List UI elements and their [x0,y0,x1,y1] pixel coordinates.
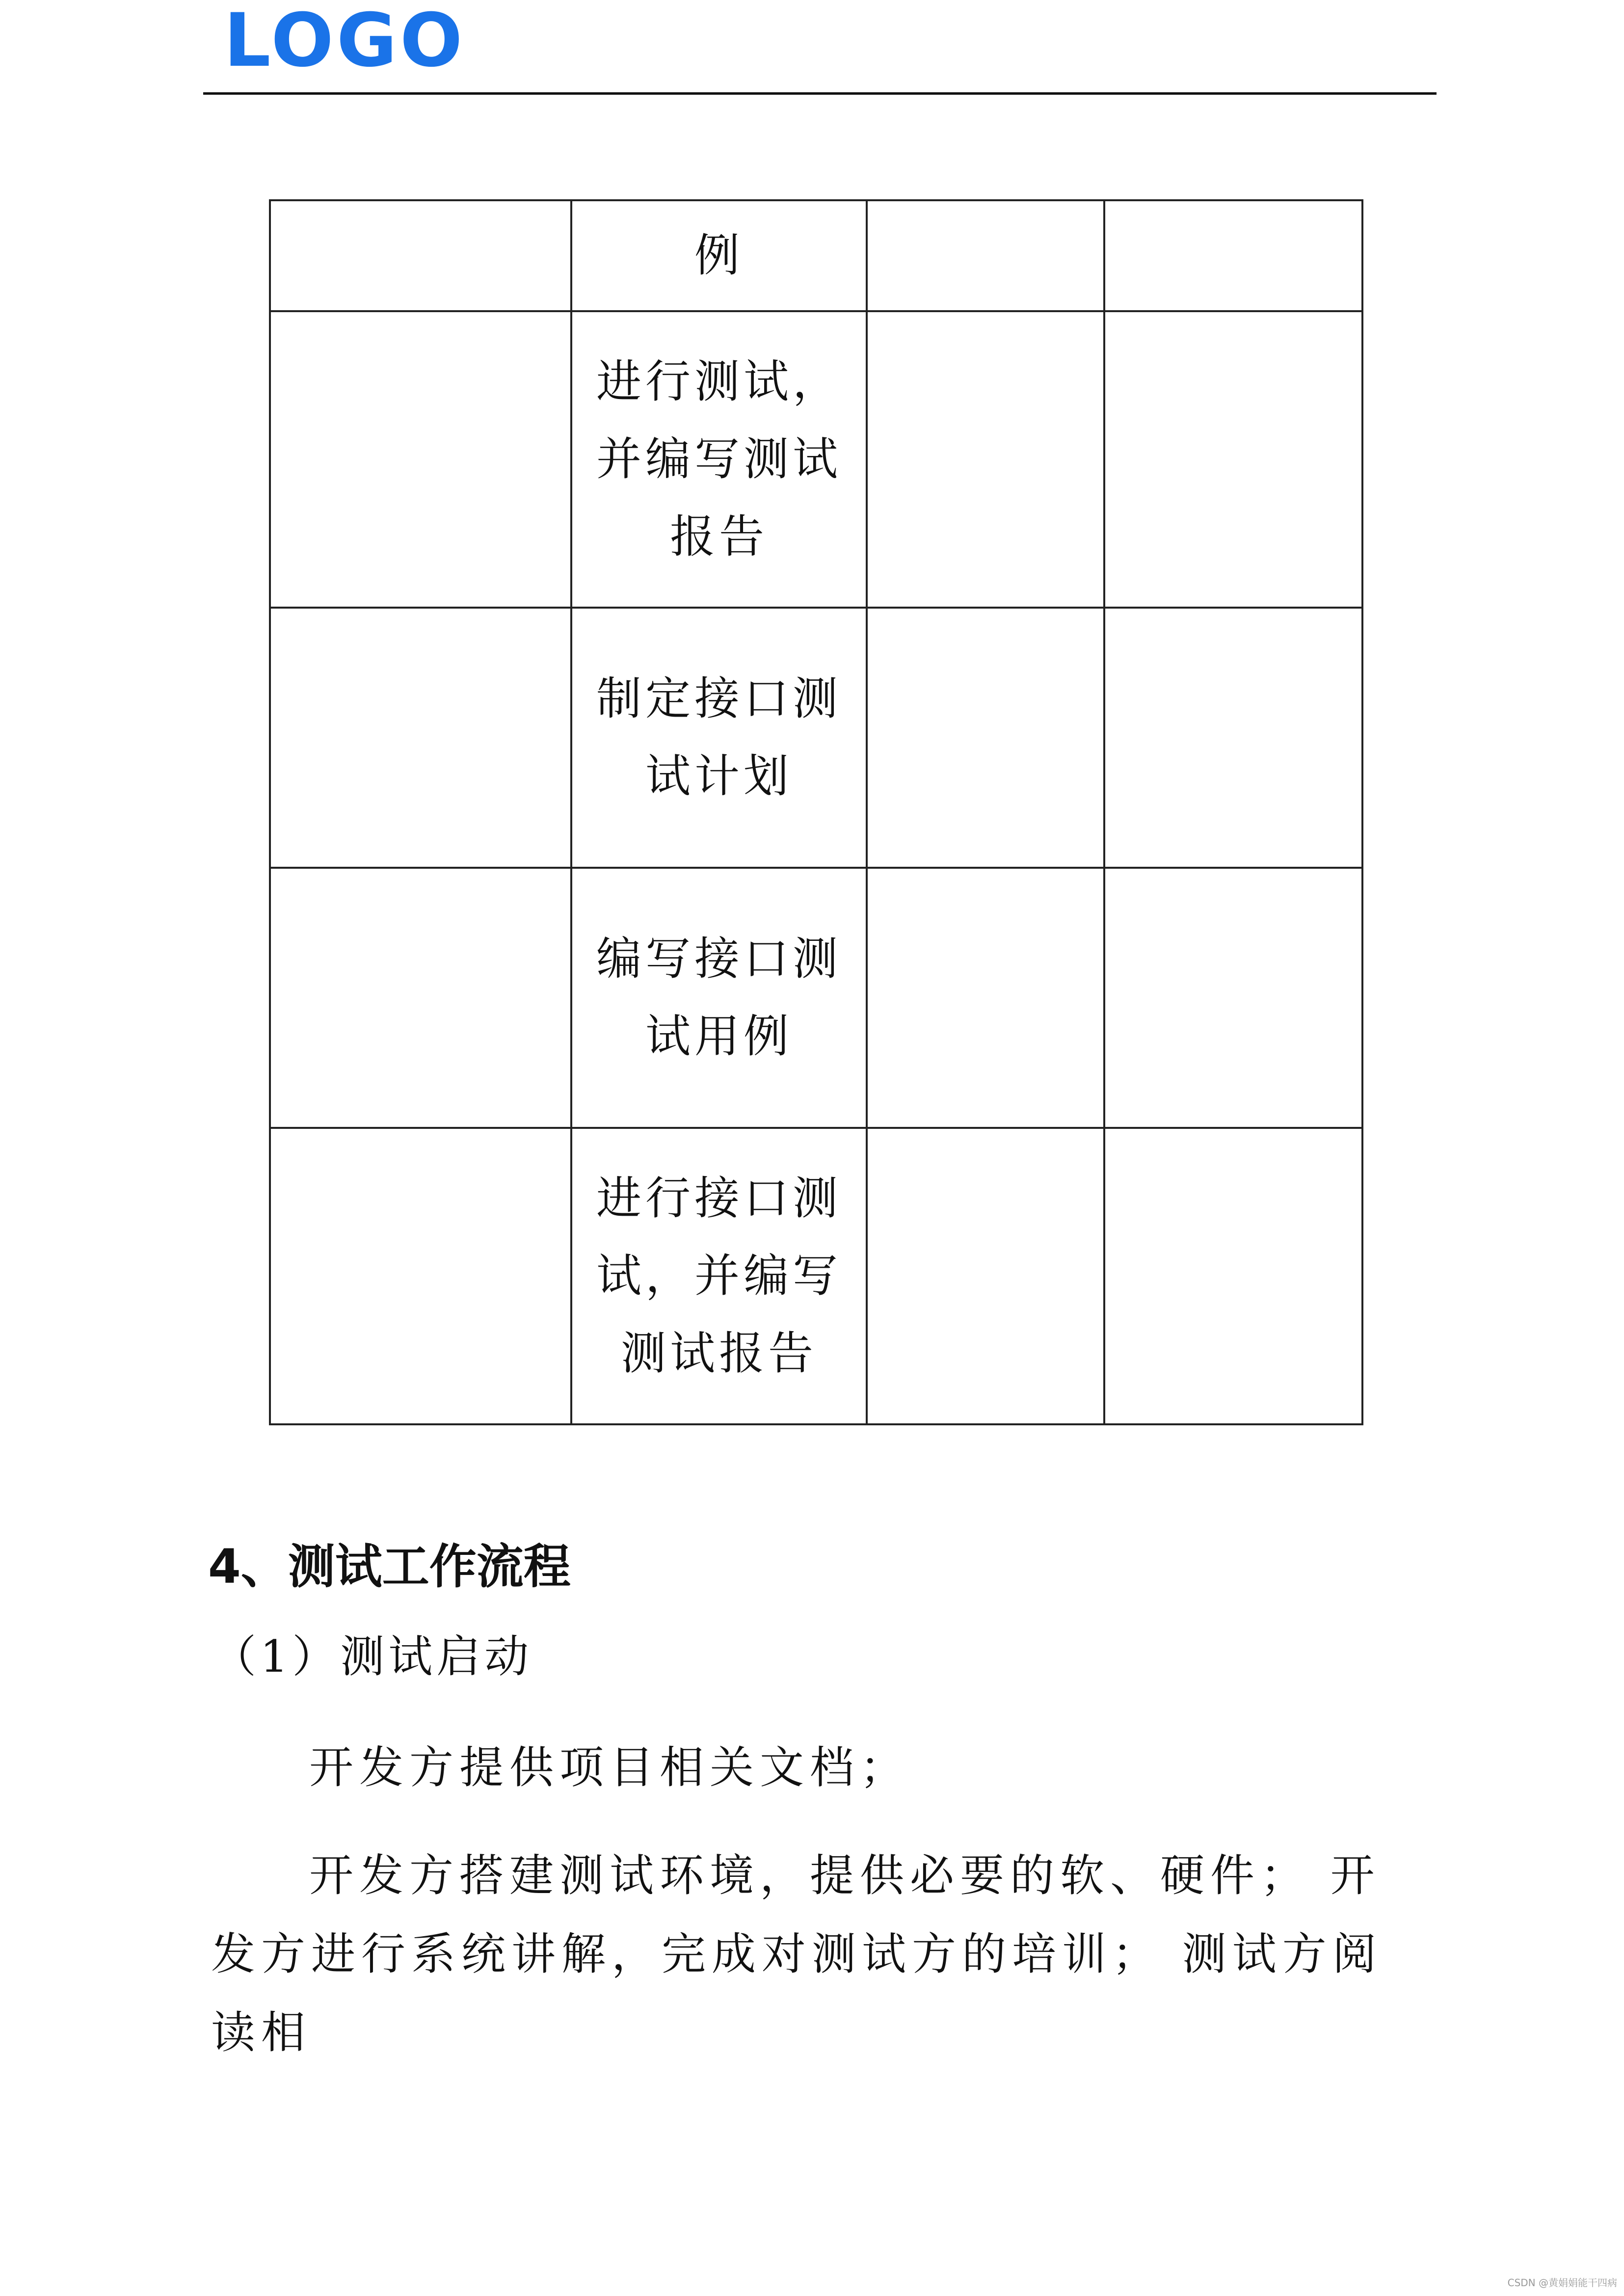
table-cell [270,200,571,311]
table-cell [1104,200,1362,311]
section-subheading: （1）测试启动 [212,1631,533,1682]
table-cell [867,311,1104,608]
table-cell [867,868,1104,1128]
task-cell-text: 进行接口测 试，并编写 测试报告 [596,1172,842,1380]
table-cell [571,200,867,311]
table-cell [270,1128,571,1424]
table-cell [1104,608,1362,868]
table-cell [270,868,571,1128]
table-row [270,311,1362,608]
table-cell [571,608,867,868]
watermark: CSDN @黄娟娟能干四病 [1507,2277,1617,2289]
table-cell [867,200,1104,311]
table-row [270,868,1362,1128]
table-cell [867,608,1104,868]
table-cell [1104,311,1362,608]
table-cell [1104,868,1362,1128]
table-row [270,200,1362,311]
table-cell [270,608,571,868]
section-heading: 4、测试工作流程 [208,1539,571,1594]
table-cell [867,1128,1104,1424]
header-divider [203,92,1437,95]
paragraph: 开发方搭建测试环境，提供必要的软、硬件； 开发方进行系统讲解，完成对测试方的培训； 测试方阅读相 [211,1850,1383,2058]
task-cell-text: 制定接口测 试计划 [596,672,842,802]
table-cell [270,311,571,608]
table-cell [571,311,867,608]
table-cell [571,1128,867,1424]
table-row [270,608,1362,868]
task-cell-text: 例 [694,229,744,282]
task-cell-text: 进行测试， 并编写测试 报告 [596,355,842,563]
paragraph: 开发方提供项目相关文档； [309,1742,910,1793]
table-row [270,1128,1362,1424]
table-cell [571,868,867,1128]
table-cell [1104,1128,1362,1424]
logo: LOGO [224,0,466,83]
task-cell-text: 编写接口测 试用例 [596,933,842,1063]
task-table [269,199,1363,1425]
